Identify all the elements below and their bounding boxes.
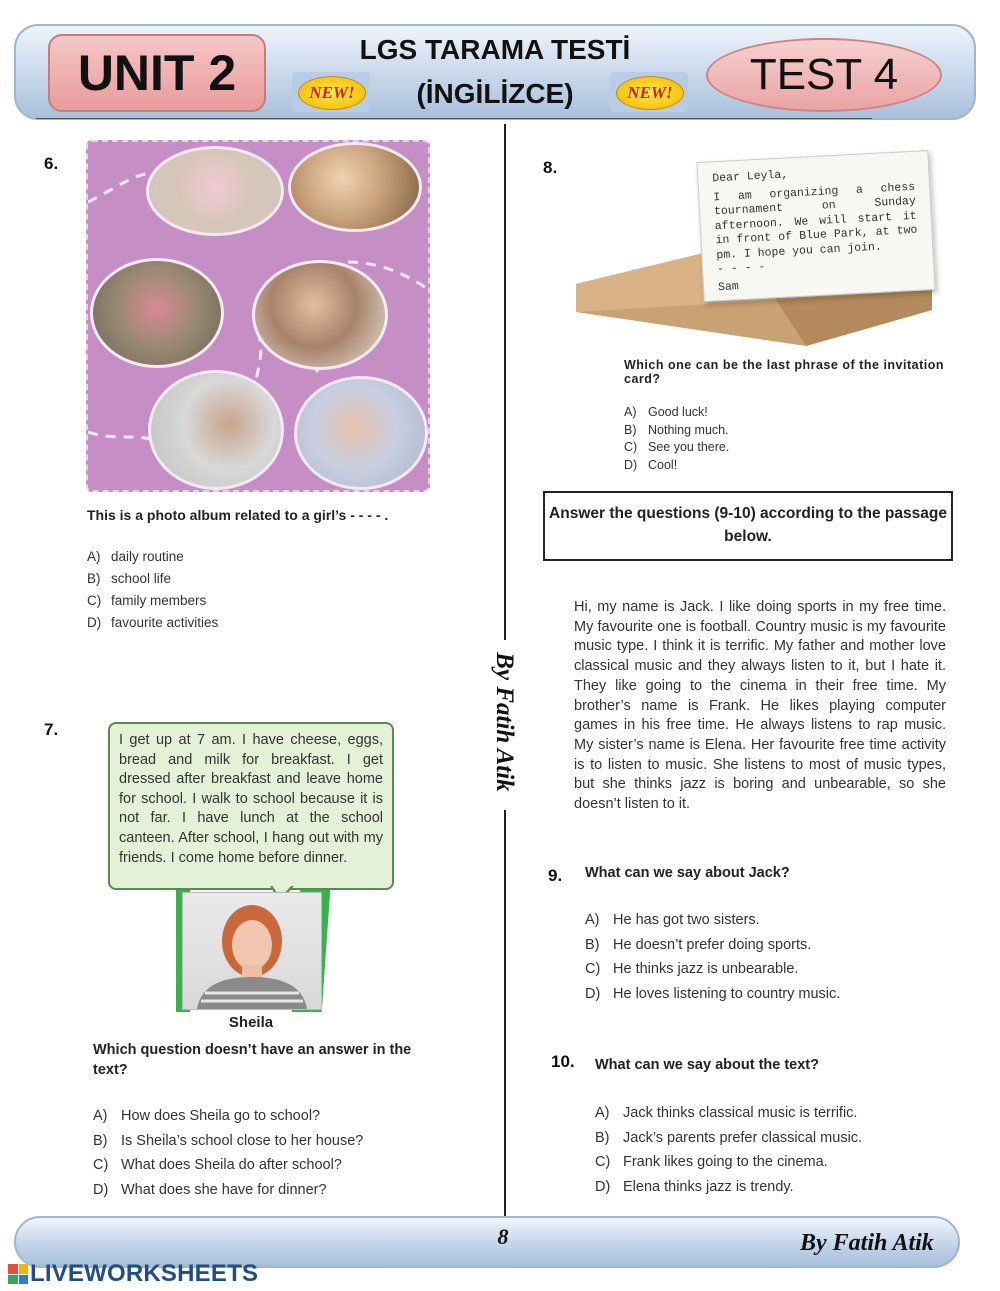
q7-options bbox=[93, 1104, 363, 1202]
q10-option-c[interactable]: C) Frank likes going to the cinema. bbox=[595, 1154, 828, 1170]
q8-options bbox=[624, 404, 729, 474]
q9-option-c[interactable]: C) He thinks jazz is unbearable. bbox=[585, 961, 799, 977]
photo-caption: Sheila bbox=[228, 1014, 274, 1031]
q7-option-b[interactable]: B) Is Sheila’s school close to her house? bbox=[93, 1132, 364, 1149]
q10-option-b[interactable]: B) Jack’s parents prefer classical music. bbox=[595, 1129, 863, 1146]
unit-label: UNIT 2 bbox=[48, 34, 266, 112]
q6-option-a[interactable]: A) daily routine bbox=[87, 549, 184, 564]
invitation-card bbox=[696, 150, 935, 302]
photo-album-image bbox=[86, 140, 430, 492]
new-badge-left bbox=[292, 72, 370, 112]
q7-option-a[interactable]: A) How does Sheila go to school? bbox=[93, 1108, 321, 1124]
test-number-label: TEST 4 bbox=[706, 38, 942, 112]
header-divider bbox=[36, 118, 872, 119]
card-signature: Sam bbox=[717, 279, 740, 294]
q7-stem: Which question doesn’t have an answer in the text? bbox=[93, 1042, 412, 1078]
liveworksheets-logo[interactable] bbox=[8, 1261, 258, 1287]
q8-option-a[interactable]: A) Good luck! bbox=[624, 405, 708, 419]
q9-option-d[interactable]: D) He loves listening to country music. bbox=[585, 985, 841, 1002]
q8-option-d[interactable]: D) Cool! bbox=[624, 457, 678, 472]
sheila-photo bbox=[182, 892, 322, 1010]
q9-stem: What can we say about Jack? bbox=[585, 865, 790, 881]
card-body: I am organizing a chess tournament on Sunday afternoon. We will start it in front of Blue Park, at two pm. I hope you can join. bbox=[713, 180, 918, 262]
test-subtitle: (İNGİLİZCE) bbox=[416, 78, 574, 109]
q7-option-d[interactable]: D) What does she have for dinner? bbox=[93, 1181, 327, 1198]
new-badge-text: NEW! bbox=[616, 76, 684, 110]
footer-signature: By Fatih Atik bbox=[800, 1230, 934, 1256]
vertical-signature: By Fatih Atik bbox=[474, 640, 534, 810]
card-dashes: - - - - bbox=[716, 260, 766, 277]
q9-options bbox=[585, 908, 840, 1006]
q8-number: 8. bbox=[543, 158, 558, 177]
liveworksheets-logo-text: LIVEWORKSHEETS bbox=[30, 1260, 259, 1287]
new-badge-right bbox=[610, 72, 688, 112]
photo-waking-up bbox=[146, 146, 284, 236]
q9-number: 9. bbox=[548, 866, 563, 885]
photo-eating-breakfast bbox=[288, 142, 422, 232]
test-title: LGS TARAMA TESTİ bbox=[359, 34, 631, 65]
q6-option-b[interactable]: B) school life bbox=[87, 571, 172, 586]
q8-option-b[interactable]: B) Nothing much. bbox=[624, 422, 729, 437]
q8-stem: Which one can be the last phrase of the invitation card? bbox=[624, 358, 944, 386]
q10-stem: What can we say about the text? bbox=[595, 1057, 819, 1073]
reading-passage: Hi, my name is Jack. I like doing sports in my free time. My favourite one is football. Country music is my favourite music type. I think it is terrific. My father and mother love classical music and they always listen to it, but I hate it. They like going to the cinema in their free time. My brother’s name is Frank. He likes playing computer games in his free time. He always listens to rap music. My sister’s name is Elena. Her favourite free time activity is to listen to music. She listens to most of music types, but she thinks jazz is boring and unbearable, so she doesn’t listen to it. bbox=[574, 599, 946, 813]
q9-option-b[interactable]: B) He doesn’t prefer doing sports. bbox=[585, 936, 812, 953]
q6-stem: This is a photo album related to a girl’s - - - - . bbox=[87, 507, 389, 523]
photo-going-to-school bbox=[90, 258, 224, 368]
q9-option-a[interactable]: A) He has got two sisters. bbox=[585, 912, 760, 928]
q10-number: 10. bbox=[551, 1052, 575, 1071]
instruction-box: Answer the questions (9-10) according to the passage below. bbox=[543, 491, 953, 561]
q6-number: 6. bbox=[44, 154, 59, 173]
photo-sleeping bbox=[294, 376, 428, 490]
sheila-portrait-illustration bbox=[183, 893, 321, 1009]
q8-option-c[interactable]: C) See you there. bbox=[624, 440, 730, 454]
q10-options bbox=[595, 1101, 862, 1199]
new-badge-text: NEW! bbox=[298, 76, 366, 110]
q6-option-c[interactable]: C) family members bbox=[87, 593, 207, 608]
photo-doing-homework bbox=[252, 260, 388, 370]
card-greeting: Dear Leyla, bbox=[712, 168, 789, 186]
q7-option-c[interactable]: C) What does Sheila do after school? bbox=[93, 1157, 342, 1173]
speech-bubble: I get up at 7 am. I have cheese, eggs, bread and milk for breakfast. I get dressed after breakfast and leave home for school. I walk to school because it is not far. I have lunch at the school canteen. After school, I hang out with my friends. I come home before dinner. bbox=[108, 722, 394, 890]
photo-playing-at-home bbox=[148, 370, 284, 490]
liveworksheets-logo-icon bbox=[8, 1264, 28, 1284]
q6-options bbox=[87, 546, 218, 634]
q6-option-d[interactable]: D) favourite activities bbox=[87, 615, 219, 630]
q7-number: 7. bbox=[44, 720, 59, 739]
q10-option-a[interactable]: A) Jack thinks classical music is terrific. bbox=[595, 1105, 858, 1121]
page-number: 8 bbox=[497, 1224, 509, 1249]
q10-option-d[interactable]: D) Elena thinks jazz is trendy. bbox=[595, 1178, 794, 1195]
